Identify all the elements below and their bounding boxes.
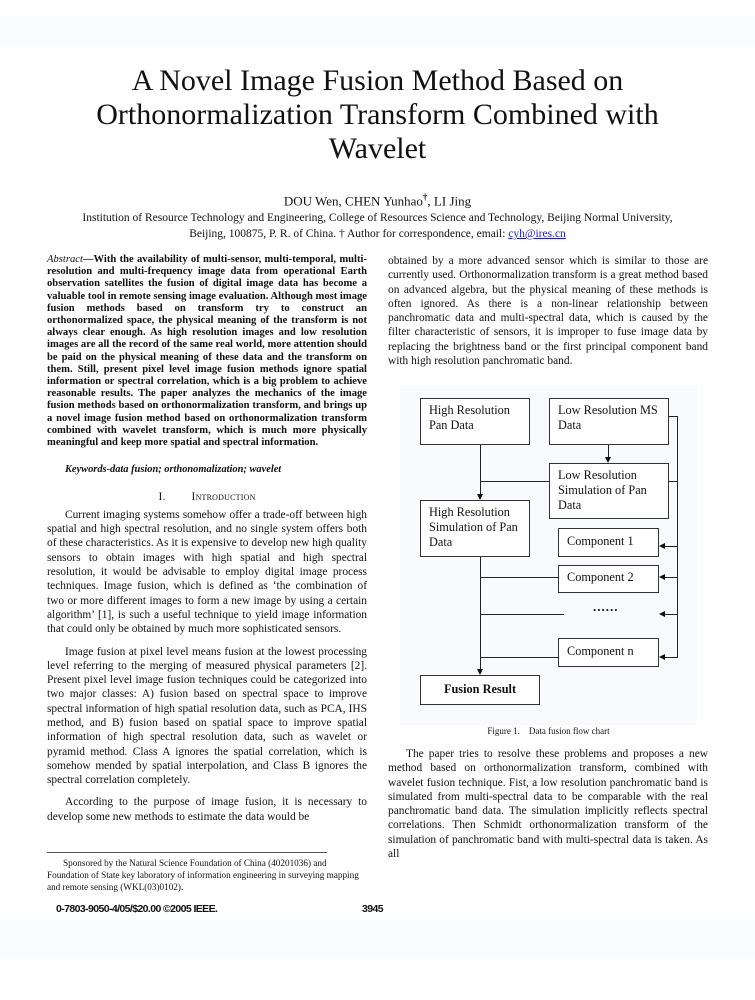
copyright-notice: 0-7803-9050-4/05/$20.00 ©2005 IEEE. — [56, 903, 218, 915]
page-number: 3945 — [362, 903, 383, 915]
abstract-label: Abstract — [47, 254, 83, 265]
connector-pan-to-sim — [480, 445, 481, 494]
node-high-res-simulation: High Resolution Simulation of Pan Data — [420, 500, 530, 557]
connector-lowsim-to-main — [480, 481, 549, 482]
right-column — [388, 254, 708, 376]
arrow-left-icon — [659, 574, 665, 580]
right-column-lower — [388, 747, 708, 869]
section-number: I. — [158, 490, 166, 503]
arrow-left-icon — [659, 654, 665, 660]
connector-lowsim-right — [669, 481, 677, 482]
affiliation-line-2: Beijing, 100875, P. R. of China. † Author for correspondence, email: — [189, 228, 509, 240]
intro-paragraph-3: According to the purpose of image fusion, it is necessary to develop some new methods to estimate the data would be — [47, 796, 367, 823]
footnote-rest: Foundation of State key laboratory of information engineering in surveying mapping and remote sensing (WKL(03)0102). — [47, 870, 359, 892]
connector-bus-to-cn — [665, 657, 677, 658]
corresponding-author-mark: † — [422, 192, 428, 202]
arrow-left-icon — [659, 543, 665, 549]
figure-caption: Figure 1. Data fusion flow chart — [487, 726, 610, 736]
node-low-res-ms: Low Resolution MS Data — [549, 398, 669, 445]
section-heading-introduction — [47, 490, 367, 504]
node-ellipsis: ...... — [593, 599, 619, 614]
connector-cn-to-main — [480, 657, 558, 658]
intro-paragraph-1: Current imaging systems somehow offer a trade-off between high spatial and high spectral resolution, and no single system offers both of these characteristics. As it is expensive to develop new high quality sensors to obtain images with high spatial and high spectral resolution, it would be advisable to employ digital image process techniques. Image fusion, which is defined as ‘the combination of two or more different images to form a new image by using a certain algorithm’ [1], is such a useful technique to yield image information that could only be obtained by much more sophisticated sensors. — [47, 508, 367, 636]
node-fusion-result: Fusion Result — [420, 675, 540, 705]
section-title: Introduction — [191, 490, 256, 503]
connector-bus-to-c2 — [665, 577, 677, 578]
node-high-res-pan: High Resolution Pan Data — [420, 398, 530, 445]
arrow-down-icon — [477, 494, 483, 500]
affiliation — [30, 210, 725, 242]
intro-paragraph-2: Image fusion at pixel level means fusion at the lowest processing level referring to the merging of measured physical parameters [2]. Present pixel level image fusion techniques could be categorized into two major classes: A) fusion based on spectral space to improve spectral information of high spatial resolution data, such as PCA, IHS method, and B) fusion based on spatial space to improve spatial information of high spectral resolution data, such as wavelet or pyramid method. Class A ignores the spatial correlation, which is somehow mended by spatial interpolation, and Class B ignores the spectral correlation completely. — [47, 645, 367, 787]
affiliation-line-1: Institution of Resource Technology and Engineering, College of Resources Science and Technology, Beijing Normal University, — [82, 212, 673, 224]
node-component-1: Component 1 — [558, 528, 659, 557]
node-low-res-simulation: Low Resolution Simulation of Pan Data — [549, 463, 669, 519]
connector-c2-to-main — [480, 577, 558, 578]
arrow-down-icon — [605, 457, 611, 463]
connector-ms-to-lowsim — [608, 445, 609, 457]
abstract-text: With the availability of multi-sensor, multi-temporal, multi-resolution and multi-frequency image data from operational Earth observation satellites the fusion of digital image data has become a valuable tool in remote sensing image evaluation. Although most image fusion methods based on transform try to construct an orthonormalized space, the physical meaning of the transform is not always clear enough. As high resolution images and low resolution images are all the record of the same real world, more attention should be paid on the physical meaning of these data and the transform on them. Still, present pixel level image fusion methods ignore spatial information or spectral correlation, which is a big problem to achieve reasonable results. The paper analyzes the mechanics of the image fusion methods based on orthonormalization transform, and brings up a novel image fusion method based on orthonormalization transform combined with wavelet transform, which is much more physically meaningful and keep more spatial and spectral information. — [47, 254, 367, 449]
abstract — [47, 254, 367, 449]
abstract-dash: — — [82, 254, 94, 265]
connector-right-bus — [677, 416, 678, 658]
node-component-2: Component 2 — [558, 565, 659, 593]
connector-bus-to-dots — [665, 614, 677, 615]
bottom-margin-band — [0, 920, 755, 958]
footnote-divider — [47, 852, 327, 853]
email-link[interactable]: cyh@ires.cn — [508, 228, 566, 240]
left-column — [47, 254, 367, 832]
title-line-3: Wavelet — [328, 132, 427, 165]
connector-ms-right — [669, 416, 677, 417]
node-component-n: Component n — [558, 638, 659, 667]
right-paragraph-top: obtained by a more advanced sensor which is similar to those are currently used. Orthonormalization transform is a great method based on advanced algebra, but the physical meaning of these methods is often ignored. As there is a non-linear relationship between panchromatic data and multi-spectral data, which is caused by the filter characteristic of sensors, it is improper to fuse image data by replacing the brightness band or the first principal component band with high resolution panchromatic band. — [388, 255, 708, 368]
connector-bus-to-c1 — [665, 546, 677, 547]
title-line-2: Orthonormalization Transform Combined with — [96, 98, 659, 131]
paper-title — [40, 64, 715, 166]
keywords: Keywords-data fusion; orthonomalization; wavelet — [65, 464, 282, 476]
connector-main-to-result — [480, 557, 481, 669]
authors-part-2: , LI Jing — [427, 193, 472, 209]
top-margin-band — [0, 16, 755, 46]
authors-part-1: DOU Wen, CHEN Yunhao — [283, 193, 423, 209]
title-line-1: A Novel Image Fusion Method Based on — [131, 64, 624, 97]
arrow-left-icon — [659, 611, 665, 617]
authors — [40, 192, 715, 209]
connector-dots-to-main — [480, 614, 564, 615]
right-paragraph-bottom: The paper tries to resolve these problems and proposes a new method based on orthonormalization transform, combined with wavelet fusion technique. Fist, a low resolution panchromatic band is simulated from multi-spectral data to be comparable with the real panchromatic band data. The simulation implicitly reflects spectral correlations. Then Schmidt orthonormalization transform of the simulation of panchromatic band with multi-spectral data is taken. As all — [388, 748, 708, 861]
footnote — [47, 857, 367, 893]
footnote-line-1: Sponsored by the Natural Science Foundation of China (40201036) and — [63, 858, 327, 868]
arrow-down-icon — [477, 669, 483, 675]
